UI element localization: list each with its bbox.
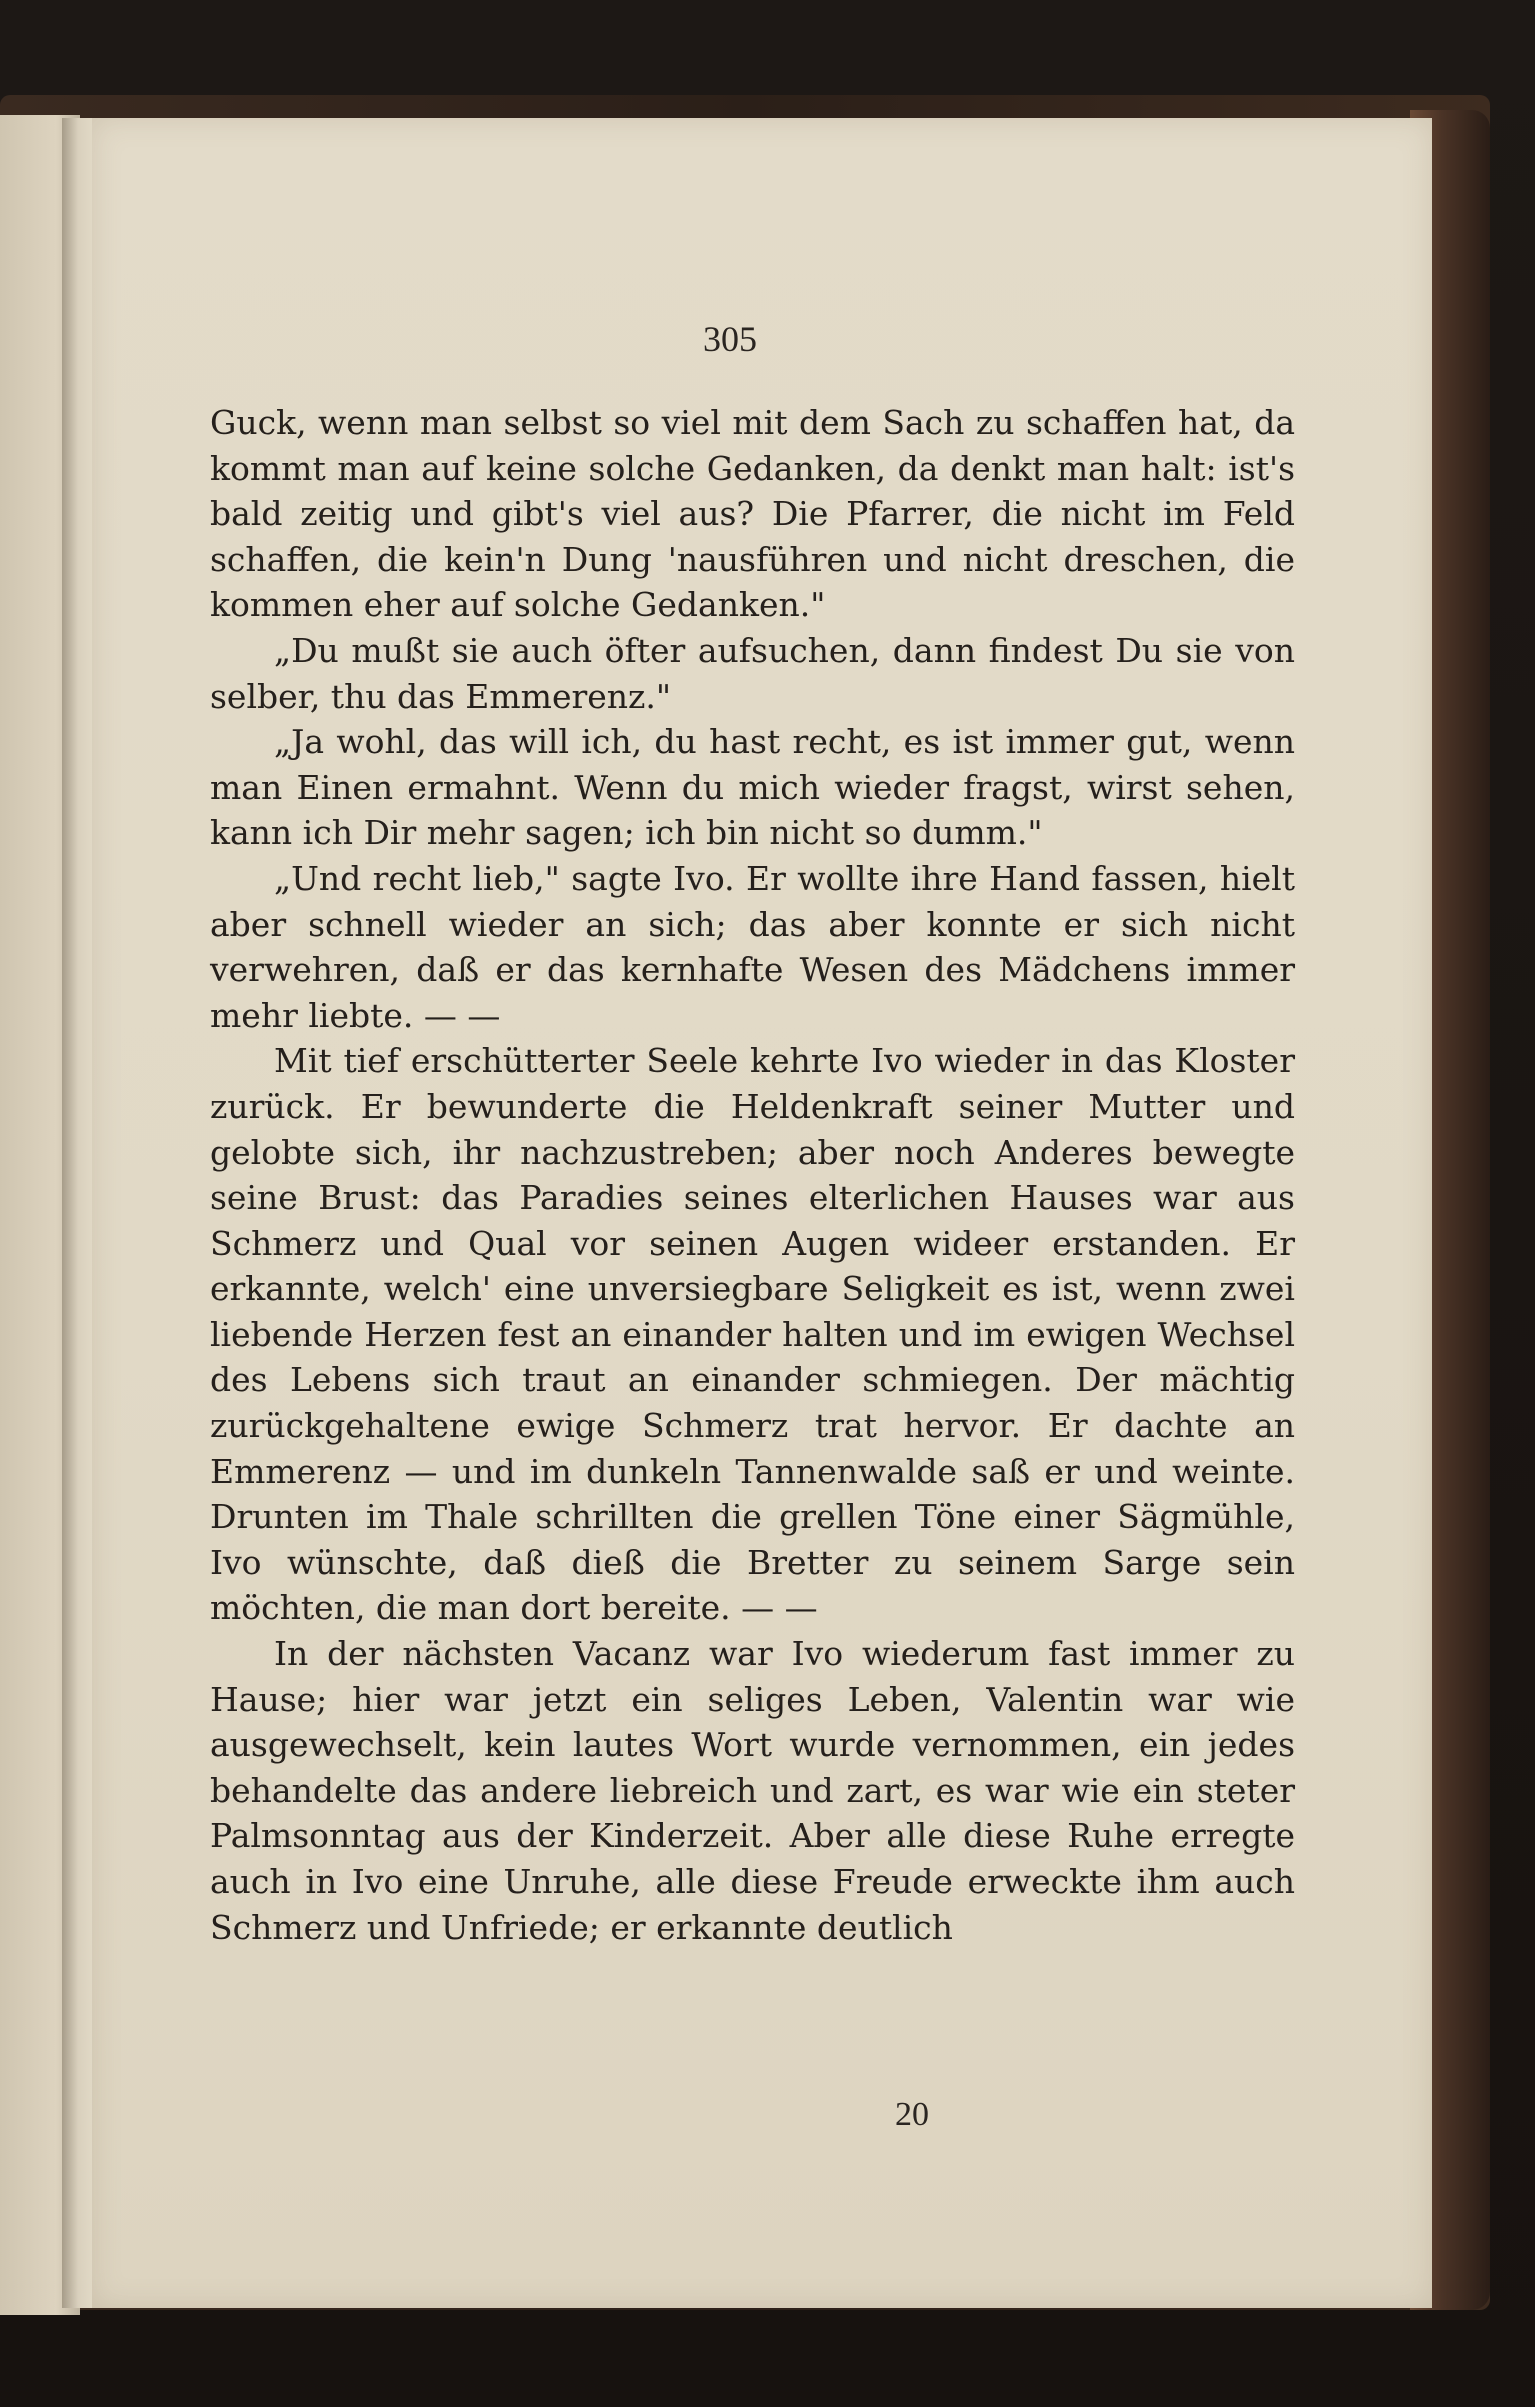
paragraph: In der nächsten Vacanz war Ivo wiederum fast immer zu Hause; hier war jetzt ein seliges Leben, Valentin war wie ausgewechselt, kein lautes Wort wurde vernommen, ein jedes behandelte das andere liebreich und zart, es war wie ein steter Palmsonntag aus der Kinderzeit. Aber alle diese Ruhe erregte auch in Ivo eine Unruhe, alle diese Freude erweckte ihm auch Schmerz und Unfriede; er erkannte deutlich bbox=[210, 1634, 1295, 1947]
paragraph: Mit tief erschütterter Seele kehrte Ivo wieder in das Kloster zurück. Er bewunderte die Heldenkraft seiner Mutter und gelobte sich, ihr nachzustreben; aber noch Anderes bewegte seine Brust: das Paradies seines elterlichen Hauses war aus Schmerz und Qual vor seinen Augen wideer erstanden. Er erkannte, welch' eine unversiegbare Seligkeit es ist, wenn zwei liebende Herzen fest an einander halten und im ewigen Wechsel des Lebens sich traut an einander schmiegen. Der mächtig zurückgehaltene ewige Schmerz trat hervor. Er dachte an Emmerenz — und im dunkeln Tannenwalde saß er und weinte. Drunten im Thale schrillten die grellen Töne einer Sägmühle, Ivo wünschte, daß dieß die Bretter zu seinem Sarge sein möchten, die man dort bereite. — — bbox=[210, 1041, 1295, 1628]
paragraph: Guck, wenn man selbst so viel mit dem Sach zu schaffen hat, da kommt man auf keine solche Gedanken, da denkt man halt: ist's bald zeitig und gibt's viel aus? Die Pfarrer, die nicht im Feld schaffen, die kein'n Dung 'nausführen und nicht dreschen, die kommen eher auf solche Gedanken." bbox=[210, 403, 1295, 625]
paragraph: „Ja wohl, das will ich, du hast recht, es ist immer gut, wenn man Einen ermahnt. Wenn du mich wieder fragst, wirst sehen, kann ich Dir mehr sagen; ich bin nicht so dumm." bbox=[210, 722, 1295, 853]
signature-mark: 20 bbox=[895, 2096, 929, 2133]
paragraph: „Und recht lieb," sagte Ivo. Er wollte ihre Hand fassen, hielt aber schnell wieder an sich; das aber konnte er sich nicht verwehren, daß er das kernhafte Wesen des Mädchens immer mehr liebte. — — bbox=[210, 858, 1295, 1035]
page-number: 305 bbox=[703, 319, 757, 359]
page-text bbox=[210, 400, 1295, 1950]
book-page bbox=[92, 118, 1432, 2308]
paragraph: „Du mußt sie auch öfter aufsuchen, dann findest Du sie von selber, thu das Emmerenz." bbox=[210, 630, 1295, 716]
